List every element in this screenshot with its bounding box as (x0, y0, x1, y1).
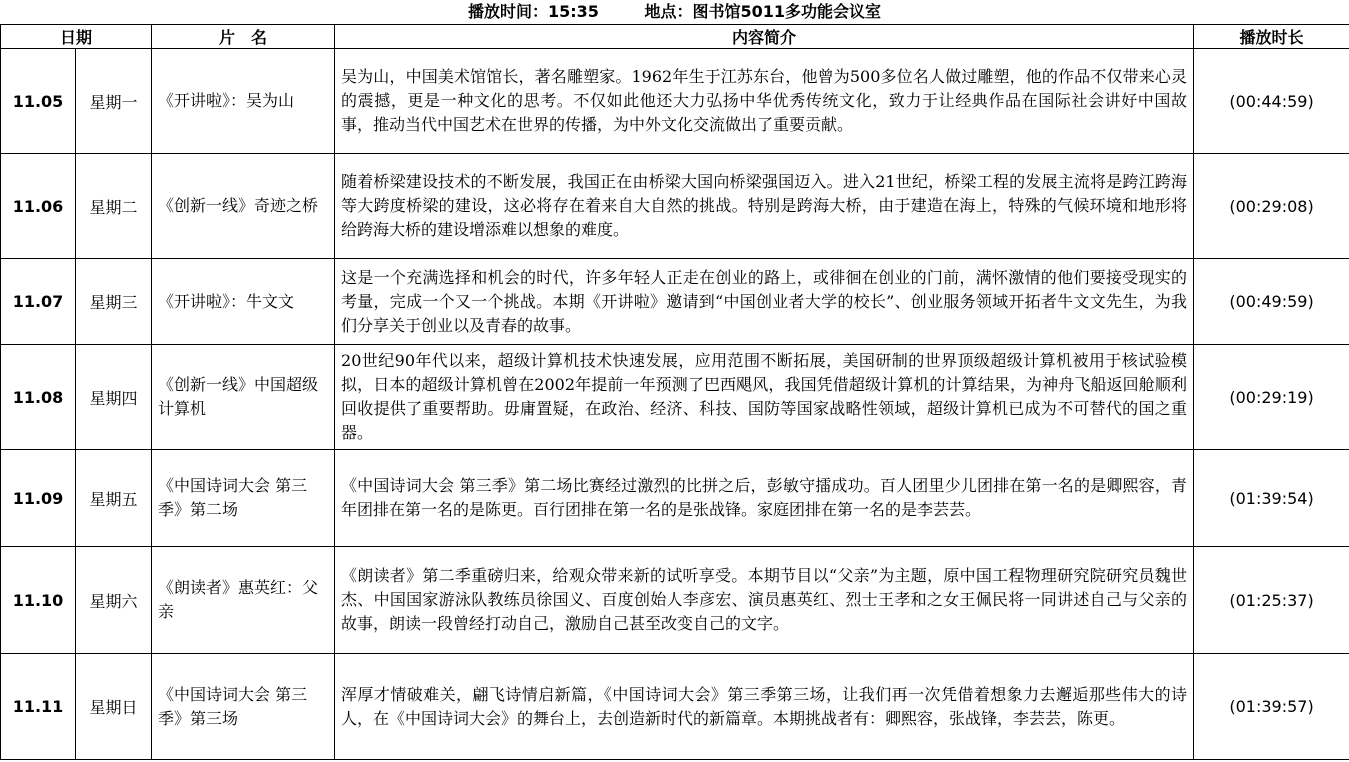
row-weekday: 星期三 (76, 259, 152, 345)
table-row (1, 345, 1349, 450)
row-date: 11.11 (1, 654, 76, 760)
broadcast-time: 播放时间：15:35 (467, 2, 599, 21)
table-header-row (1, 25, 1349, 49)
column-header-duration: 播放时长 (1194, 25, 1349, 49)
row-title: 《开讲啦》：吴为山 (152, 49, 335, 154)
row-title: 《中国诗词大会 第三季》第三场 (152, 654, 335, 760)
row-description: 《中国诗词大会 第三季》第二场比赛经过激烈的比拼之后，彭敏守擂成功。百人团里少儿团排在第一名的是卿熙容，青年团排在第一名的是陈更。百行团排在第一名的是张战锋。家庭团排在第一名的是李芸芸。 (335, 450, 1194, 547)
table-row (1, 450, 1349, 547)
venue: 地点：图书馆5011多功能会议室 (644, 2, 882, 21)
row-description: 这是一个充满选择和机会的时代，许多年轻人正走在创业的路上，或徘徊在创业的门前，满怀激情的他们要接受现实的考量，完成一个又一个挑战。本期《开讲啦》邀请到“中国创业者大学的校长”、创业服务领域开拓者牛文文先生，为我们分享关于创业以及青春的故事。 (335, 259, 1194, 345)
schedule-header (0, 0, 1349, 24)
row-title: 《开讲啦》：牛文文 (152, 259, 335, 345)
row-description: 吴为山，中国美术馆馆长，著名雕塑家。1962年生于江苏东台，他曾为500多位名人做过雕塑，他的作品不仅带来心灵的震撼，更是一种文化的思考。不仅如此他还大力弘扬中华优秀传统文化，致力于让经典作品在国际社会讲好中国故事，推动当代中国艺术在世界的传播，为中外文化交流做出了重要贡献。 (335, 49, 1194, 154)
row-weekday: 星期一 (76, 49, 152, 154)
row-date: 11.08 (1, 345, 76, 450)
column-header-description: 内容简介 (335, 25, 1194, 49)
row-duration: (01:25:37) (1194, 547, 1349, 654)
row-duration: (00:29:19) (1194, 345, 1349, 450)
table-row (1, 259, 1349, 345)
table-row (1, 547, 1349, 654)
row-weekday: 星期四 (76, 345, 152, 450)
row-date: 11.05 (1, 49, 76, 154)
row-date: 11.06 (1, 154, 76, 259)
row-duration: (00:49:59) (1194, 259, 1349, 345)
table-row (1, 154, 1349, 259)
column-header-date: 日期 (1, 25, 152, 49)
row-title: 《中国诗词大会 第三季》第二场 (152, 450, 335, 547)
row-weekday: 星期二 (76, 154, 152, 259)
row-description: 随着桥梁建设技术的不断发展，我国正在由桥梁大国向桥梁强国迈入。进入21世纪，桥梁工程的发展主流将是跨江跨海等大跨度桥梁的建设，这必将存在着来自大自然的挑战。特别是跨海大桥，由于建造在海上，特殊的气候环境和地形将给跨海大桥的建设增添难以想象的难度。 (335, 154, 1194, 259)
row-duration: (01:39:54) (1194, 450, 1349, 547)
row-title: 《创新一线》中国超级计算机 (152, 345, 335, 450)
row-description: 《朗读者》第二季重磅归来，给观众带来新的试听享受。本期节目以“父亲”为主题，原中国工程物理研究院研究员魏世杰、中国国家游泳队教练员徐国义、百度创始人李彦宏、演员惠英红、烈士王孝和之女王佩民将一同讲述自己与父亲的故事，朗读一段曾经打动自己，激励自己甚至改变自己的文字。 (335, 547, 1194, 654)
column-header-title: 片 名 (152, 25, 335, 49)
schedule-table (0, 24, 1349, 760)
row-weekday: 星期五 (76, 450, 152, 547)
table-row (1, 49, 1349, 154)
row-date: 11.10 (1, 547, 76, 654)
row-duration: (00:44:59) (1194, 49, 1349, 154)
row-duration: (01:39:57) (1194, 654, 1349, 760)
row-weekday: 星期六 (76, 547, 152, 654)
row-description: 20世纪90年代以来，超级计算机技术快速发展，应用范围不断拓展，美国研制的世界顶级超级计算机被用于核试验模拟，日本的超级计算机曾在2002年提前一年预测了巴西飓风，我国凭借超级计算机的计算结果，为神舟飞船返回舱顺利回收提供了重要帮助。毋庸置疑，在政治、经济、科技、国防等国家战略性领域，超级计算机已成为不可替代的国之重器。 (335, 345, 1194, 450)
row-title: 《朗读者》惠英红：父亲 (152, 547, 335, 654)
table-row (1, 654, 1349, 760)
row-title: 《创新一线》奇迹之桥 (152, 154, 335, 259)
row-weekday: 星期日 (76, 654, 152, 760)
row-date: 11.09 (1, 450, 76, 547)
row-description: 浑厚才情破难关，翩飞诗情启新篇，《中国诗词大会》第三季第三场，让我们再一次凭借着想象力去邂逅那些伟大的诗人，在《中国诗词大会》的舞台上，去创造新时代的新篇章。本期挑战者有：卿熙容，张战锋，李芸芸，陈更。 (335, 654, 1194, 760)
row-duration: (00:29:08) (1194, 154, 1349, 259)
row-date: 11.07 (1, 259, 76, 345)
